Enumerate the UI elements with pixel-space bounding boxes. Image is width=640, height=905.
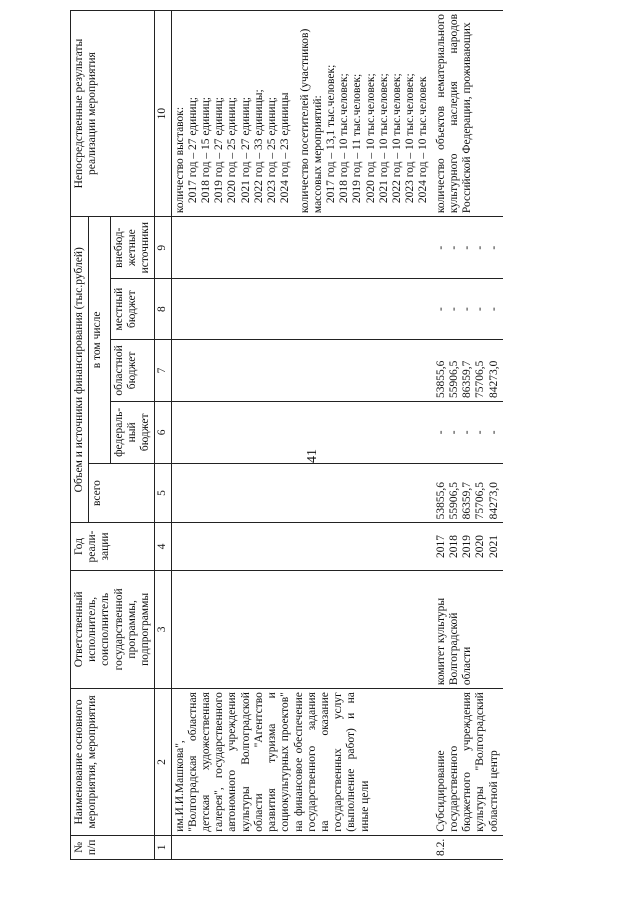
header-funding: Объем и источники финансирования (тыс.рублей): [71, 217, 89, 523]
regional-cell: 53855,6 55906,5 86359,7 75706,5 84273,0: [433, 339, 503, 401]
header-extra: внебюд-жетные источники: [110, 217, 155, 279]
results-title: количество выставок:: [173, 106, 186, 214]
col-num: 9: [155, 217, 171, 279]
header-num: № п/п: [71, 835, 155, 859]
results-title: количество посетителей (участников) массовых мероприятий:: [298, 28, 324, 214]
years-cell: 2017 2018 2019 2020 2021: [433, 523, 503, 570]
col-num: 10: [155, 11, 171, 217]
program-table: [70, 10, 503, 860]
federal-cell: - - - - -: [433, 401, 503, 463]
col-num: 1: [155, 835, 171, 859]
header-regional: областной бюджет: [110, 339, 155, 401]
header-row: [71, 11, 89, 860]
col-num: 6: [155, 401, 171, 463]
extra-cell: - - - - -: [433, 217, 503, 279]
page-number: 41: [305, 449, 320, 463]
header-year: Год реали-зации: [71, 523, 155, 570]
col-num: 4: [155, 523, 171, 570]
executor: комитет культуры Волгоградской области: [433, 570, 503, 689]
header-federal: федераль-ный бюджет: [110, 401, 155, 463]
activity-name: им.И.И.Машкова", "Волгоградская областная детская художественная галерея", государственного автономного учреждения культуры Волгоградской области "Агентство развития туризма и социокультурных проектов" на финансовое обеспечение государственного задания на оказание государственных услуг (выполнение работ) и на иные цели: [171, 689, 433, 836]
totals-cell: 53855,6 55906,5 86359,7 75706,5 84273,0: [433, 463, 503, 523]
col-num: 7: [155, 339, 171, 401]
results-cell: количество выставок: 2017 год – 27 единиц; 2018 год – 15 единиц; 2019 год – 27 единиц; 2020 год – 25 единиц; 2021 год – 27 единиц; 2022 год – 33 единицы; 2023 год – 25 единиц; 2024 год – 23 единицы количество посетителей (участников) массовых мероприятий: 2017 год – 13,1 тыс.человек; 2018 год – 10 тыс.человек; 2019 год – 11 тыс.человек; 2020 год – 10 тыс.человек; 2021 год – 10 тыс.человек; 2022 год – 10 тыс.человек; 2023 год – 10 тыс.человек; 2024 год – 10 тыс.человек: [171, 11, 433, 217]
header-subgroup: в том числе: [89, 217, 110, 464]
table-row: [433, 11, 503, 860]
header-local: местный бюджет: [110, 279, 155, 340]
results-cell: количество объектов нематериального культурного наследия народов Российской Федерации, проживающих: [433, 11, 503, 217]
row-number: 8.2.: [433, 835, 503, 859]
table-row: [171, 11, 433, 860]
col-num: 2: [155, 689, 171, 836]
header-results: Непосредственные результаты реализации мероприятия: [71, 11, 155, 217]
col-num: 5: [155, 463, 171, 523]
column-number-row: [155, 11, 171, 860]
activity-name: Субсидирование государственного бюджетного учреждения культуры "Волгоградский областной центр: [433, 689, 503, 836]
local-cell: - - - - -: [433, 279, 503, 340]
header-executor: Ответственный исполнитель, соисполнитель государственной программы, подпрограммы: [71, 570, 155, 689]
rotated-sheet: [70, 0, 630, 860]
col-num: 3: [155, 570, 171, 689]
header-total: всего: [89, 463, 155, 523]
header-name: Наименование основного мероприятия, мероприятия: [71, 689, 155, 836]
col-num: 8: [155, 279, 171, 340]
